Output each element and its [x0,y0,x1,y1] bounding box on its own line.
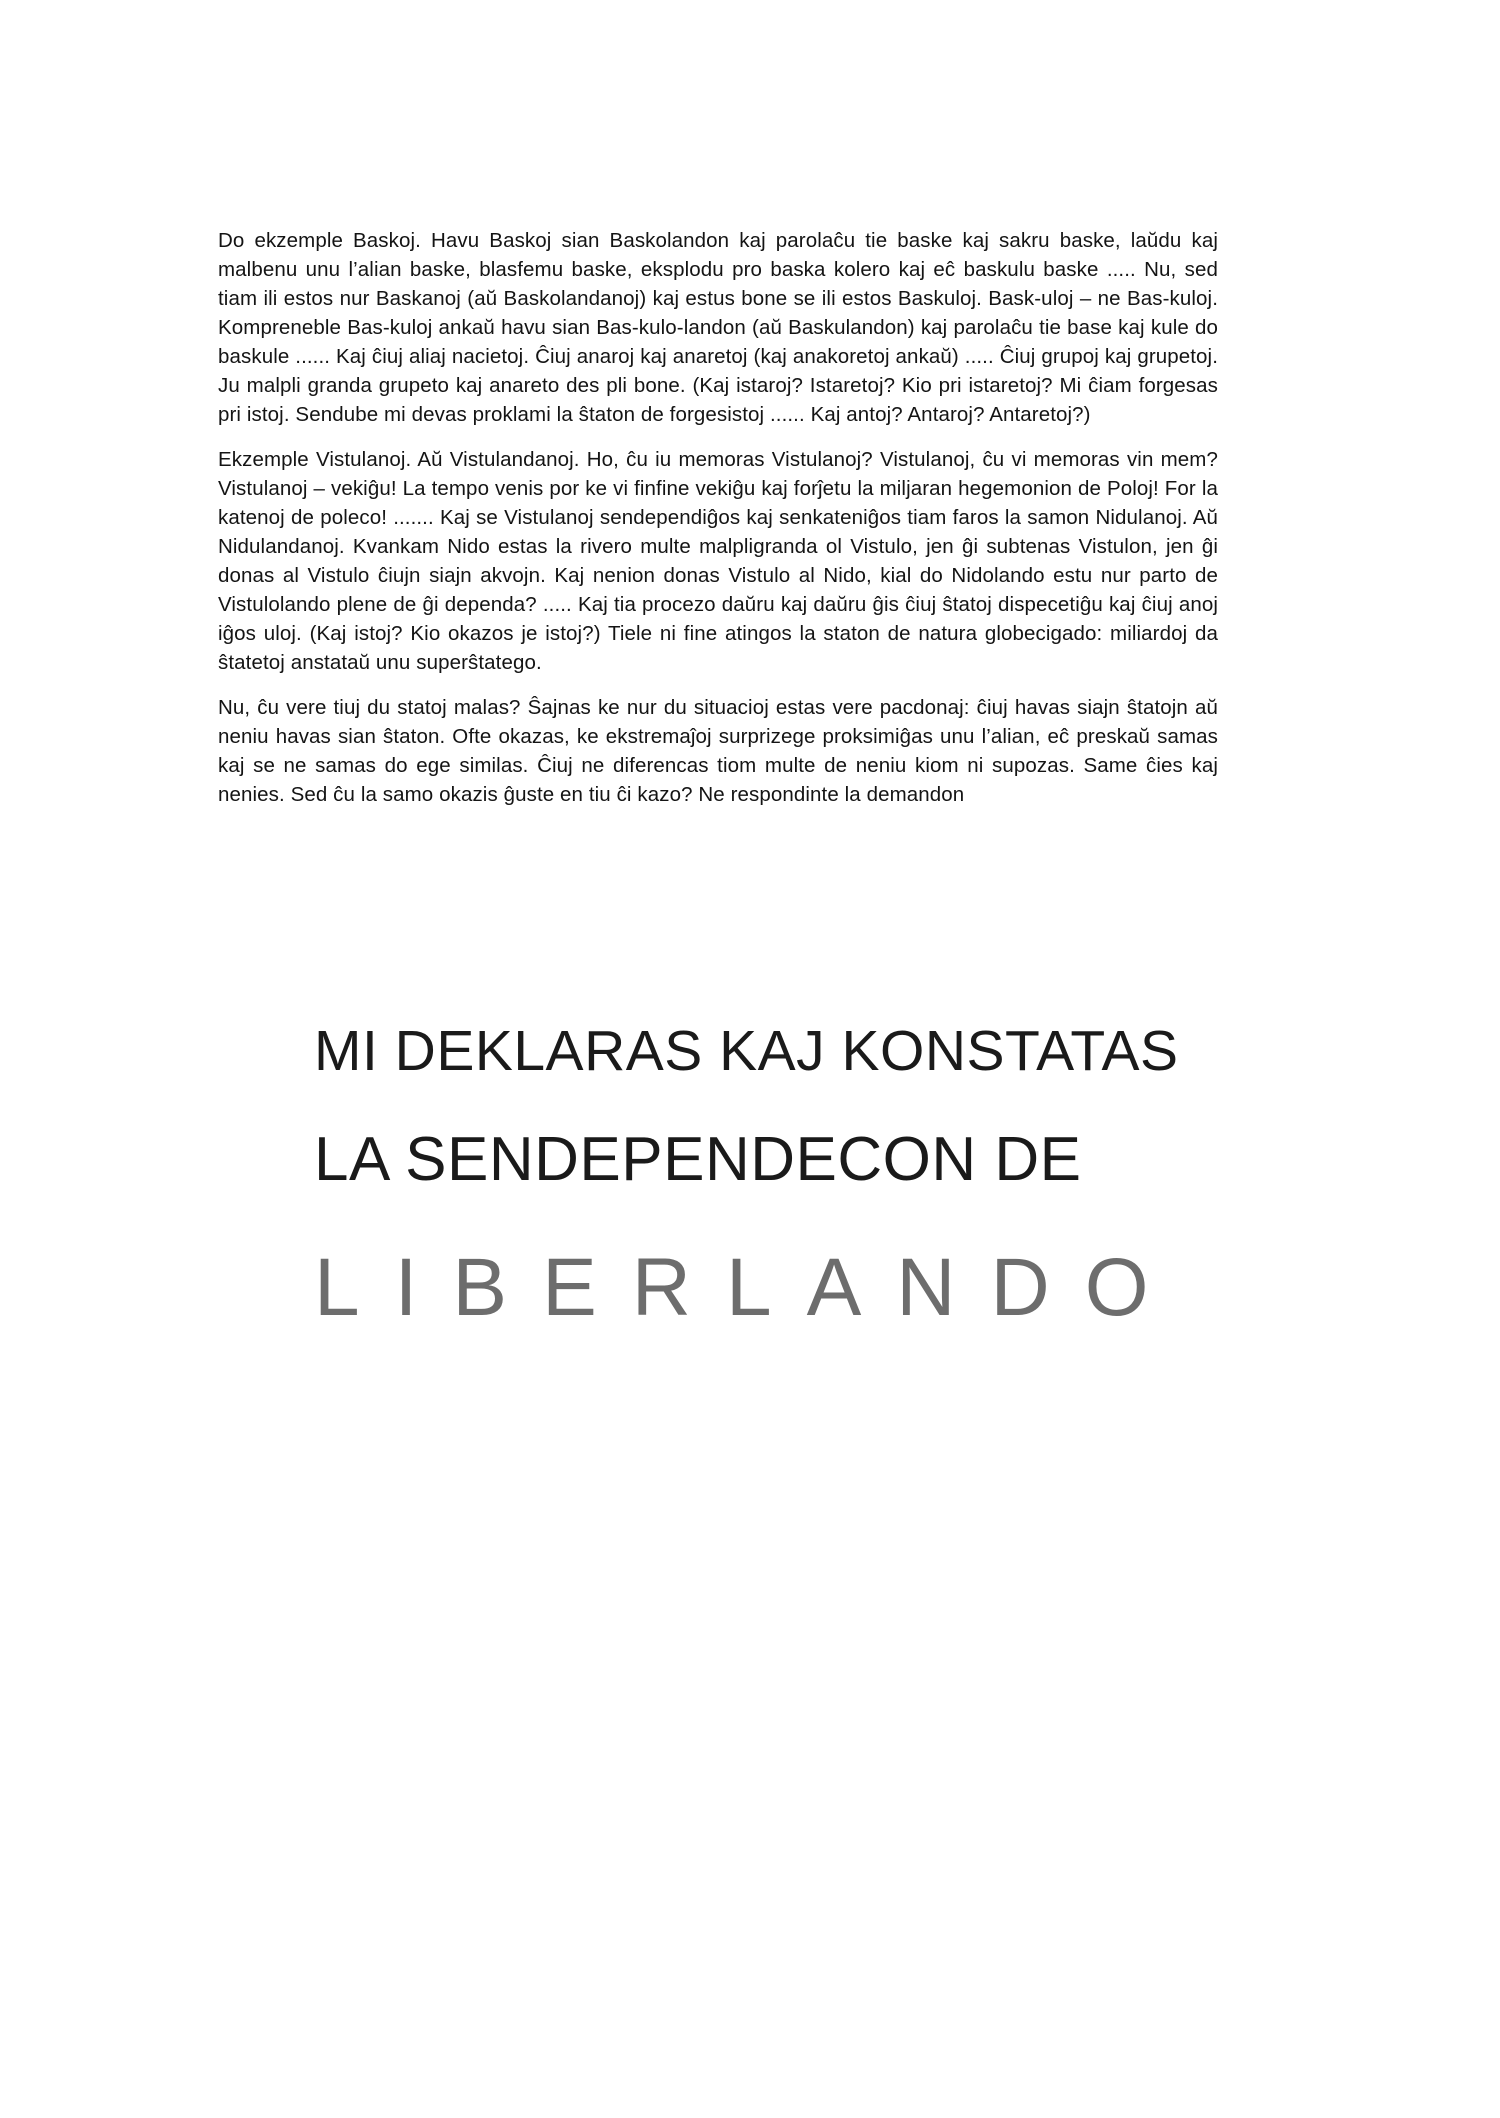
declaration-title-liberlando: LIBERLANDO [314,1242,1184,1333]
declaration-line-1: MI DEKLARAS KAJ KONSTATAS [314,1019,1179,1083]
paragraph-2: Ekzemple Vistulanoj. Aŭ Vistulandanoj. Ho, ĉu iu memoras Vistulanoj? Vistulanoj, ĉu vi memoras vin mem? Vistulanoj – vekiĝu! La tempo venis por ke vi finfine vekiĝu kaj forĵetu la miljaran hegemonion de Poloj! For la katenoj de poleco! ....... Kaj se Vistulanoj sendependiĝos kaj senkateniĝos tiam faros la samon Nidulanoj. Aŭ Nidulandanoj. Kvankam Nido estas la rivero multe malpligranda ol Vistulo, jen ĝi subtenas Vistulon, jen ĝi donas al Vistulo ĉiujn siajn akvojn. Kaj nenion donas Vistulo al Nido, kial do Nidolando estu nur parto de Vistulolando plene de ĝi dependa? ..... Kaj tia procezo daŭru kaj daŭru ĝis ĉiuj ŝtatoj dispecetiĝu kaj ĉiuj anoj iĝos uloj. (Kaj istoj? Kio okazos je istoj?) Tiele ni fine atingos la staton de natura globecigado: miliardoj da ŝtatetoj anstataŭ unu superŝtatego. [218,448,1218,674]
body-text [218,226,1218,825]
declaration-line-2: LA SENDEPENDECON DE [314,1125,1082,1194]
paragraph-1: Do ekzemple Baskoj. Havu Baskoj sian Baskolandon kaj parolaĉu tie baske kaj sakru baske, laŭdu kaj malbenu unu l’alian baske, blasfemu baske, eksplodu pro baska kolero kaj eĉ baskulu baske ..... Nu, sed tiam ili estos nur Baskanoj (aŭ Baskolandanoj) kaj estus bone se ili estos Baskuloj. Bask-uloj – ne Bas-kuloj. Kompreneble Bas-kuloj ankaŭ havu sian Bas-kulo-landon (aŭ Baskulandon) kaj parolaĉu tie base kaj kule do baskule ...... Kaj ĉiuj aliaj nacietoj. Ĉiuj anaroj kaj anaretoj (kaj anakoretoj ankaŭ) ..... Ĉiuj grupoj kaj grupetoj. Ju malpli granda grupeto kaj anareto des pli bone. (Kaj istaroj? Istaretoj? Kio pri istaretoj? Mi ĉiam forgesas pri istoj. Sendube mi devas proklami la ŝtaton de forgesistoj ...... Kaj antoj? Antaroj? Antaretoj?) [218,229,1218,426]
paragraph-3: Nu, ĉu vere tiuj du statoj malas? Ŝajnas ke nur du situacioj estas vere pacdonaj: ĉiuj havas siajn ŝtatojn aŭ neniu havas sian ŝtaton. Ofte okazas, ke ekstremaĵoj surprizege proksimiĝas unu l’alian, eĉ preskaŭ samas kaj se ne samas do ege similas. Ĉiuj ne diferencas tiom multe de neniu kiom ni supozas. Same ĉies kaj nenies. Sed ĉu la samo okazis ĝuste en tiu ĉi kazo? Ne respondinte la demandon [218,696,1218,806]
